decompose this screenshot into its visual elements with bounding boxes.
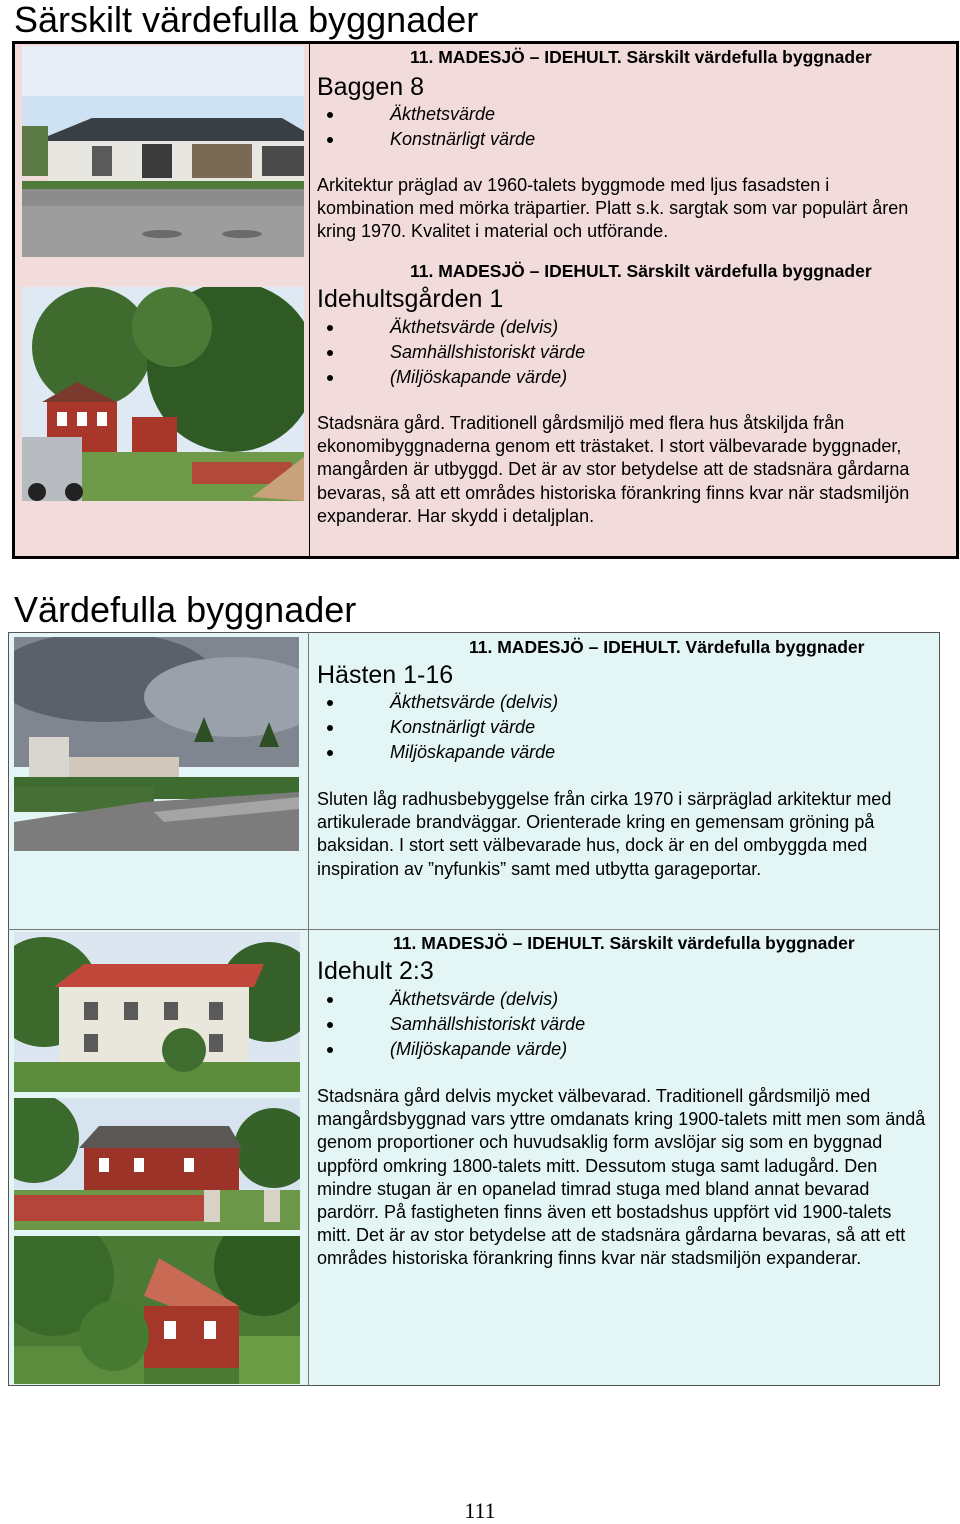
entry-header-category: Särskilt värdefulla byggnader [621, 261, 872, 281]
section-title-valuable: Värdefulla byggnader [14, 589, 357, 630]
table-column-divider [309, 41, 310, 559]
entry-header [410, 46, 872, 68]
entry-values-list [317, 102, 535, 152]
value-item: (Miljöskapande värde) [317, 365, 585, 390]
photo-baggen-8 [22, 46, 304, 257]
entry-values-list [317, 315, 585, 390]
entry-header [393, 932, 855, 954]
table-row-divider [8, 929, 940, 930]
entry-name: Hästen 1-16 [317, 661, 454, 689]
entry-name: Baggen 8 [317, 73, 425, 101]
value-item: Konstnärligt värde [317, 715, 558, 740]
value-item: Äkthetsvärde [317, 102, 535, 127]
entry-header-category: Värdefulla byggnader [680, 637, 865, 657]
table-column-divider [308, 632, 309, 1386]
entry-header-strong: 11. MADESJÖ – IDEHULT. [393, 933, 605, 953]
entry-values-list [317, 690, 558, 765]
entry-name: Idehult 2:3 [317, 957, 434, 985]
entry-header [410, 260, 872, 282]
entry-header [469, 636, 864, 658]
value-item: Äkthetsvärde (delvis) [317, 315, 585, 340]
photo-hasten-1-16 [14, 637, 299, 851]
entry-description: Stadsnära gård delvis mycket välbevarad. Traditionell gårdsmiljö med mangårdsbyggnad vars yttre omdanats kring 1900-talets mitt men som ändå genom proportioner och huvudsaklig form avslöjar sig som en byggnad uppförd omkring 1800-talets mitt. Dessutom stuga samt ladugård. Den mindre stugan är en opanelad timrad stuga med bland annat bevarad pardörr. På fastigheten finns även ett bostadshus uppfört vid 1900-talets mitt. Det är av stor betydelse att de stadsnära gårdarna bevaras, så att ett områdes historiska förankring finns kvar när stadsmiljön expanderar. [317, 1086, 926, 1269]
value-item: Miljöskapande värde [317, 740, 558, 765]
entry-header-strong: 11. MADESJÖ – IDEHULT. [410, 47, 622, 67]
value-item: (Miljöskapande värde) [317, 1037, 585, 1062]
entry-header-category: Särskilt värdefulla byggnader [604, 933, 855, 953]
photo-idehult-2-3-main-house [14, 932, 300, 1092]
section-title-particularly-valuable: Särskilt värdefulla byggnader [14, 0, 479, 40]
value-item: Konstnärligt värde [317, 127, 535, 152]
entry-description: Stadsnära gård. Traditionell gårdsmiljö med flera hus åtskiljda från ekonomibyggnaderna genom ett trästaket. I stort välbevarade byggnader, mangården är utbyggd. Det är av stor betydelse att de stadsnära gårdarna bevaras, så att ett områdes historiska förankring finns kvar när stadsmiljön expanderar. Har skydd i detaljplan. [317, 413, 910, 526]
value-item: Samhällshistoriskt värde [317, 1012, 585, 1037]
value-item: Samhällshistoriskt värde [317, 340, 585, 365]
entry-values-list [317, 987, 585, 1062]
entry-header-category: Särskilt värdefulla byggnader [621, 47, 872, 67]
entry-name: Idehultsgården 1 [317, 285, 504, 313]
page-number: 111 [464, 1498, 496, 1523]
value-item: Äkthetsvärde (delvis) [317, 987, 585, 1012]
photo-idehult-2-3-cottage [14, 1098, 300, 1230]
entry-description: Arkitektur präglad av 1960-talets byggmode med ljus fasadsten i kombination med mörka träpartier. Platt s.k. sargtak som var populärt åren kring 1970. Kvalitet i material och utförande. [317, 175, 909, 242]
value-item: Äkthetsvärde (delvis) [317, 690, 558, 715]
photo-idehultsgarden-1 [22, 287, 304, 501]
entry-description: Sluten låg radhusbebyggelse från cirka 1970 i särpräglad arkitektur med artikulerade brandväggar. Orienterade kring en gemensam gröning på baksidan. I stort sett välbevarade hus, dock är en del ombyggda med inspiration av ”nyfunkis” samt med utbytta garageportar. [317, 789, 892, 879]
photo-idehult-2-3-barn [14, 1236, 300, 1384]
entry-header-strong: 11. MADESJÖ – IDEHULT. [410, 261, 622, 281]
entry-header-strong: 11. MADESJÖ – IDEHULT. [469, 637, 681, 657]
